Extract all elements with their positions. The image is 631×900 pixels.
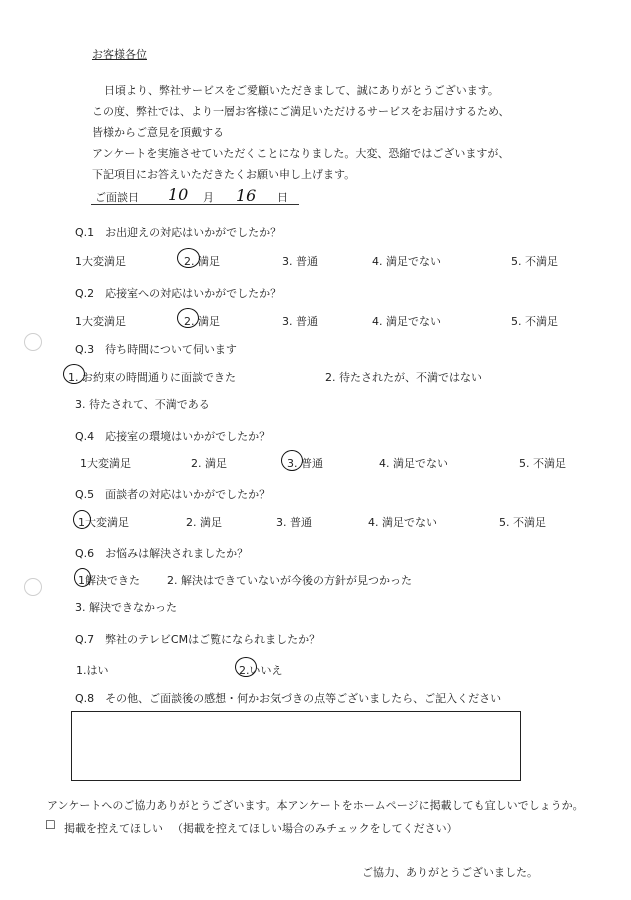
q5-option-4[interactable]: 4. 満足でない <box>368 516 437 529</box>
publication-checkbox-label: 掲載を控えてほしい <box>64 822 163 835</box>
question-7: Q.7 弊社のテレビCMはご覧になられましたか？ <box>75 633 321 646</box>
question-2: Q.2 応接室への対応はいかがでしたか？ <box>75 287 282 300</box>
q1-option-1[interactable]: 1大変満足 <box>75 255 126 268</box>
q7-selection-circle <box>235 657 257 677</box>
date-label: ご面談日 <box>95 191 139 204</box>
greeting: お客様各位 <box>92 48 147 61</box>
date-day-value[interactable]: 16 <box>236 186 257 205</box>
question-6: Q.6 お悩みは解決されましたか？ <box>75 547 249 560</box>
q1-option-2[interactable]: 2. 満足 <box>184 255 220 268</box>
question-4: Q.4 応接室の環境はいかがでしたか？ <box>75 430 271 443</box>
q3-selection-circle <box>63 364 85 384</box>
q4-option-1[interactable]: 1大変満足 <box>80 457 131 470</box>
q1-selection-circle <box>177 248 200 268</box>
q7-option-2[interactable]: 2.いいえ <box>239 664 283 677</box>
q2-option-5[interactable]: 5. 不満足 <box>511 315 558 328</box>
q2-option-4[interactable]: 4. 満足でない <box>372 315 441 328</box>
q1-option-5[interactable]: 5. 不満足 <box>511 255 558 268</box>
q4-option-2[interactable]: 2. 満足 <box>191 457 227 470</box>
question-1: Q.1 お出迎えの対応はいかがでしたか？ <box>75 226 282 239</box>
q5-selection-circle <box>73 510 91 529</box>
q2-option-3[interactable]: 3. 普通 <box>282 315 318 328</box>
q6-option-1[interactable]: 1解決できた <box>78 574 140 587</box>
q4-option-3[interactable]: 3. 普通 <box>287 457 323 470</box>
q4-option-4[interactable]: 4. 満足でない <box>379 457 448 470</box>
q2-option-1[interactable]: 1大変満足 <box>75 315 126 328</box>
q4-selection-circle <box>281 450 303 471</box>
q3-option-3[interactable]: 3. 待たされて、不満である <box>75 398 210 411</box>
date-underline <box>91 204 299 205</box>
q6-option-3[interactable]: 3. 解決できなかった <box>75 601 177 614</box>
publication-checkbox[interactable]: ☐ <box>45 818 56 832</box>
q6-option-2[interactable]: 2. 解決はできていないが今後の方針が見つかった <box>167 574 412 587</box>
intro-line-2: この度、弊社では、より一層お客様にご満足いただけるサービスをお届けするため、 <box>92 105 510 118</box>
q1-option-3[interactable]: 3. 普通 <box>282 255 318 268</box>
comment-box[interactable] <box>71 711 521 781</box>
q4-option-5[interactable]: 5. 不満足 <box>519 457 566 470</box>
q5-option-2[interactable]: 2. 満足 <box>186 516 222 529</box>
thanks-text: ご協力、ありがとうございました。 <box>362 866 538 879</box>
binder-hole-bottom <box>24 578 42 596</box>
date-month-unit: 月 <box>203 191 214 204</box>
question-8: Q.8 その他、ご面談後の感想・何かお気づきの点等ございましたら、ご記入ください <box>75 692 502 705</box>
publication-consent: アンケートへのご協力ありがとうございます。本アンケートをホームページに掲載しても宜しいでしょうか。 <box>47 799 584 812</box>
q2-selection-circle <box>177 308 199 328</box>
intro-line-1: 日頃より、弊社サービスをご愛顧いただきまして、誠にありがとうございます。 <box>104 84 499 97</box>
publication-checkbox-note: （掲載を控えてほしい場合のみチェックをしてください） <box>172 822 458 835</box>
question-3: Q.3 待ち時間について伺います <box>75 343 237 356</box>
intro-line-4: アンケートを実施させていただくことになりました。大変、恐縮ではございますが、 <box>92 147 510 160</box>
date-day-unit: 日 <box>277 191 288 204</box>
q2-option-2[interactable]: 2. 満足 <box>184 315 220 328</box>
intro-line-3: 皆様からご意見を頂戴する <box>92 126 224 139</box>
q5-option-1[interactable]: 1大変満足 <box>78 516 129 529</box>
date-month-value[interactable]: 10 <box>168 185 189 204</box>
q3-option-1[interactable]: 1. お約束の時間通りに面談できた <box>68 371 236 384</box>
q7-option-1[interactable]: 1.はい <box>76 664 109 677</box>
binder-hole-top <box>24 333 42 351</box>
question-5: Q.5 面談者の対応はいかがでしたか？ <box>75 488 271 501</box>
q1-option-4[interactable]: 4. 満足でない <box>372 255 441 268</box>
intro-line-5: 下記項目にお答えいただきたくお願い申し上げます。 <box>92 168 356 181</box>
q6-selection-circle <box>74 568 91 587</box>
q3-option-2[interactable]: 2. 待たされたが、不満ではない <box>325 371 482 384</box>
q5-option-5[interactable]: 5. 不満足 <box>499 516 546 529</box>
q5-option-3[interactable]: 3. 普通 <box>276 516 312 529</box>
